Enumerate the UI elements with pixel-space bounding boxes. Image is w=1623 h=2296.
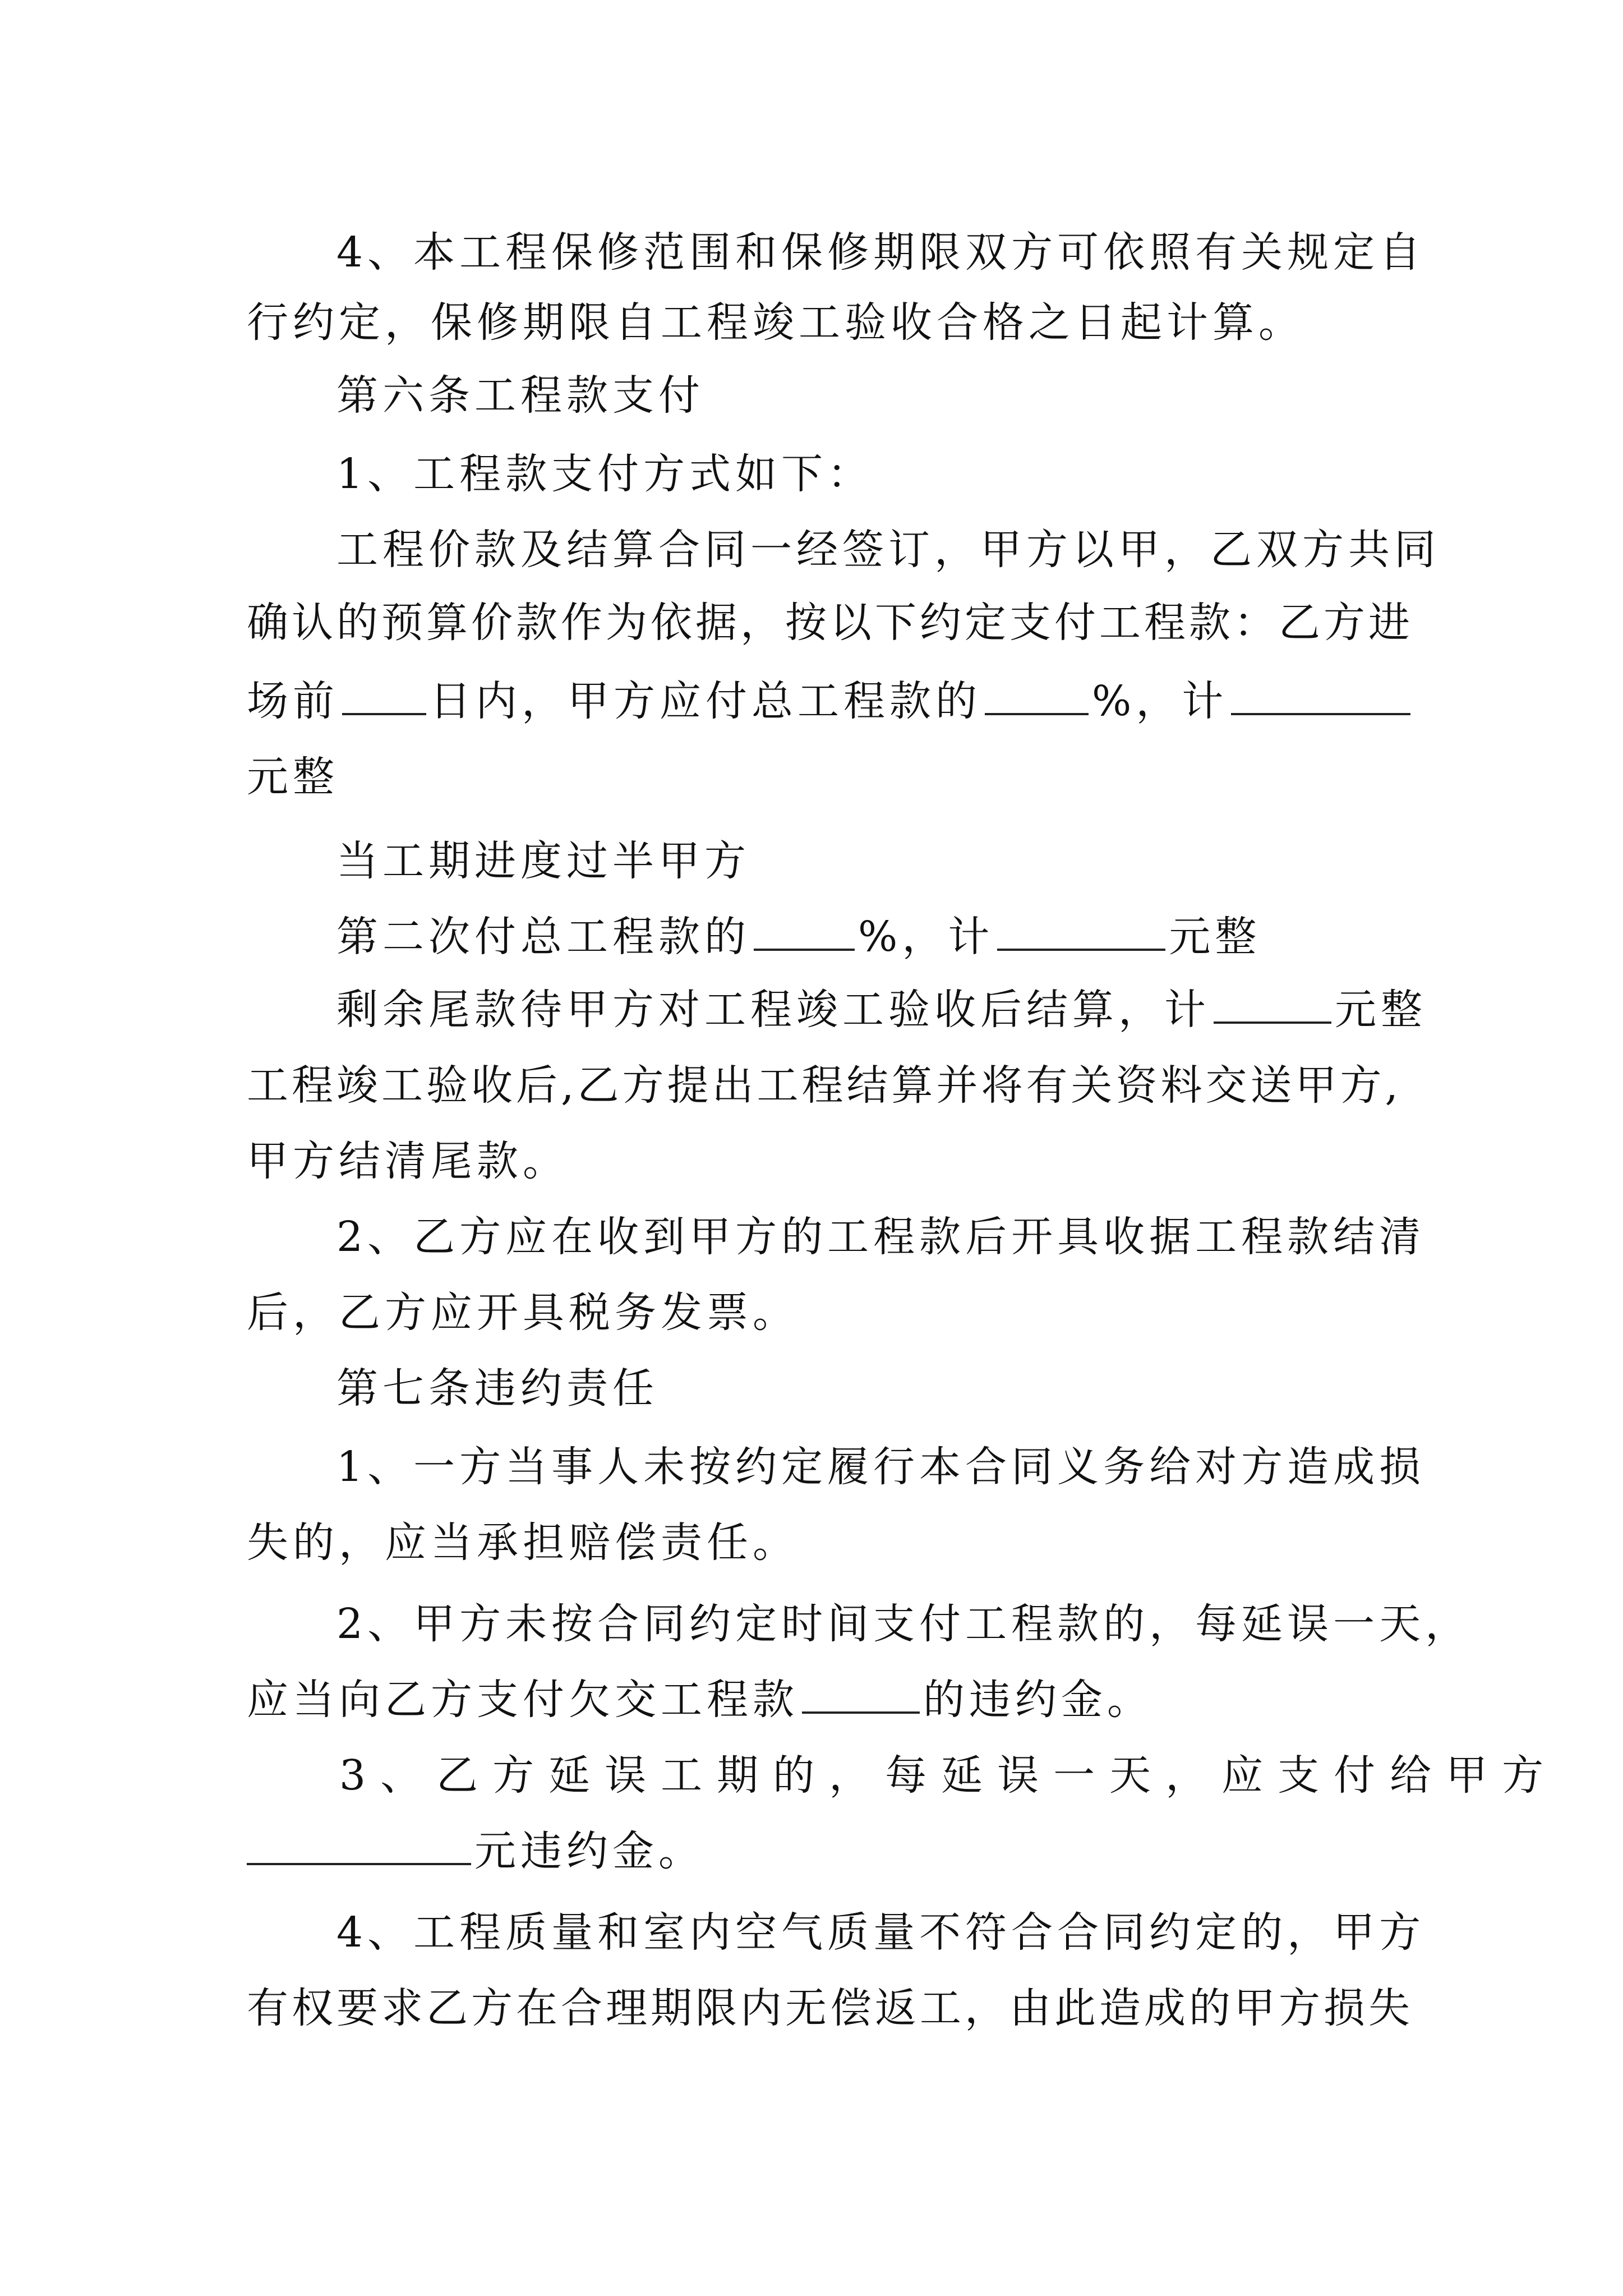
paragraph-line: 有权要求乙方在合理期限内无偿返工，由此造成的甲方损失 — [247, 1984, 1413, 2032]
text-segment: 日内，甲方应付总工程款的 — [430, 677, 981, 725]
paragraph-line: 工程竣工验收后,乙方提出工程结算并将有关资料交送甲方, — [247, 1061, 1402, 1110]
text-segment: 元违约金。 — [474, 1827, 704, 1875]
text-segment: 元整 — [1169, 913, 1261, 961]
paragraph-line: 4、工程质量和室内空气质量不符合合同约定的，甲方 — [336, 1908, 1426, 1957]
text-segment: 应当向乙方支付欠交工程款 — [247, 1676, 799, 1724]
text-segment: 场前 — [247, 677, 339, 725]
paragraph-line: 元整 — [247, 753, 339, 801]
paragraph-line: 2、甲方未按合同约定时间支付工程款的，每延误一天， — [336, 1600, 1472, 1648]
paragraph-line: 后，乙方应开具税务发票。 — [247, 1289, 799, 1337]
fill-in-blank — [754, 949, 855, 951]
paragraph-line — [247, 670, 1414, 732]
text-segment: 剩余尾款待甲方对工程竣工验收后结算，计 — [336, 986, 1210, 1034]
paragraph-line: 3、乙方延误工期的，每延误一天，应支付给甲方 — [339, 1751, 1559, 1800]
paragraph-line: 甲方结清尾款。 — [247, 1137, 569, 1185]
paragraph-line — [247, 1669, 1153, 1731]
paragraph-line: 工程价款及结算合同一经签订，甲方以甲，乙双方共同 — [336, 526, 1440, 574]
fill-in-blank — [342, 713, 426, 715]
fill-in-blank — [1231, 713, 1410, 715]
paragraph-line: 确认的预算价款作为依据，按以下约定支付工程款：乙方进 — [247, 599, 1413, 647]
section-heading: 第六条工程款支付 — [336, 371, 704, 420]
section-heading: 第七条违约责任 — [336, 1364, 658, 1412]
fill-in-blank — [985, 713, 1089, 715]
text-segment: %，计 — [1092, 677, 1228, 725]
paragraph-line: 失的，应当承担赔偿责任。 — [247, 1519, 799, 1567]
fill-in-blank — [802, 1711, 920, 1714]
text-segment: 第二次付总工程款的 — [336, 913, 750, 961]
fill-in-blank — [1214, 1022, 1331, 1024]
paragraph-line: 2、乙方应在收到甲方的工程款后开具收据工程款结清 — [336, 1213, 1426, 1261]
paragraph-line: 1、工程款支付方式如下： — [336, 450, 874, 498]
paragraph-line — [336, 906, 1261, 968]
paragraph-line: 行约定，保修期限自工程竣工验收合格之日起计算。 — [247, 298, 1304, 347]
text-segment: 元整 — [1335, 986, 1427, 1034]
text-segment: 的违约金。 — [923, 1676, 1153, 1724]
text-segment: %，计 — [858, 913, 994, 961]
fill-in-blank — [997, 949, 1165, 951]
paragraph-line — [336, 979, 1427, 1041]
paragraph-line — [247, 1820, 704, 1882]
paragraph-line: 当工期进度过半甲方 — [336, 837, 750, 885]
fill-in-blank — [247, 1863, 471, 1865]
paragraph-line: 4、本工程保修范围和保修期限双方可依照有关规定自 — [336, 228, 1426, 277]
paragraph-line: 1、一方当事人未按约定履行本合同义务给对方造成损 — [336, 1443, 1426, 1491]
